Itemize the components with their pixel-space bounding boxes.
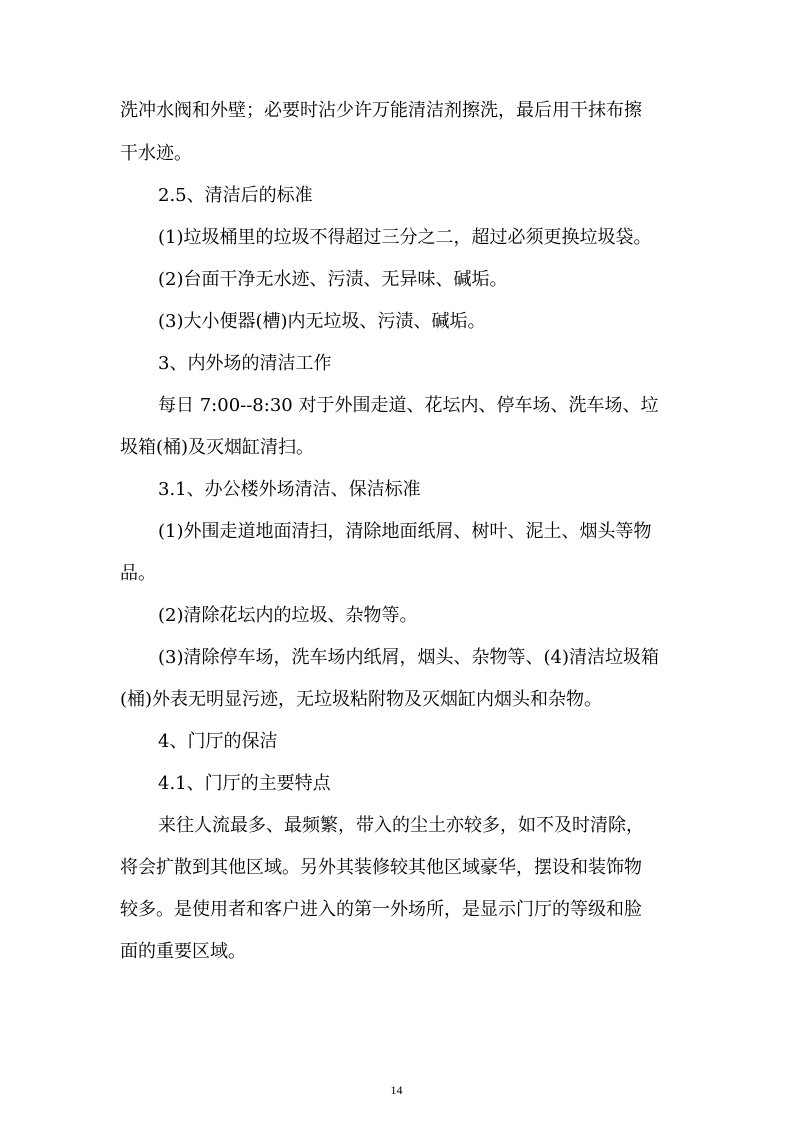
list-item: (3)清除停车场，洗车场内纸屑，烟头、杂物等、(4)清洁垃圾箱 xyxy=(158,647,659,668)
body-text-line: 圾箱(桶)及灭烟缸清扫。 xyxy=(120,437,315,458)
body-text-line: 较多。是使用者和客户进入的第一外场所，是显示门厅的等级和脸 xyxy=(120,899,642,920)
list-item: (1)垃圾桶里的垃圾不得超过三分之二，超过必须更换垃圾袋。 xyxy=(158,227,652,248)
list-item-continuation: 品。 xyxy=(120,563,156,584)
body-text-line: 每日 7:00--8:30 对于外围走道、花坛内、停车场、洗车场、垃 xyxy=(158,395,659,416)
section-heading: 2.5、清洁后的标准 xyxy=(158,185,313,206)
list-item: (3)大小便器(槽)内无垃圾、污渍、碱垢。 xyxy=(158,311,486,332)
section-heading: 3、内外场的清洁工作 xyxy=(158,353,332,374)
page-number: 14 xyxy=(390,1083,403,1097)
list-item: (2)台面干净无水迹、污渍、无异味、碱垢。 xyxy=(158,269,508,290)
list-item: (1)外围走道地面清扫，清除地面纸屑、树叶、泥土、烟头等物 xyxy=(158,521,652,542)
section-heading: 4、门厅的保洁 xyxy=(158,731,278,752)
list-item: (2)清除花坛内的垃圾、杂物等。 xyxy=(158,605,418,626)
section-heading: 4.1、门厅的主要特点 xyxy=(158,773,331,794)
body-text-line: 来往人流最多、最频繁，带入的尘土亦较多，如不及时清除， xyxy=(158,815,644,836)
section-heading: 3.1、办公楼外场清洁、保洁标准 xyxy=(158,479,421,500)
body-text-line: 将会扩散到其他区域。另外其装修较其他区域豪华，摆设和装饰物 xyxy=(120,857,642,878)
body-text-line: 面的重要区域。 xyxy=(120,941,246,962)
body-text-line: 洗冲水阀和外壁；必要时沾少许万能清洁剂擦洗，最后用干抹布擦 xyxy=(120,100,642,121)
body-text-line: 干水迹。 xyxy=(120,143,192,164)
list-item-continuation: (桶)外表无明显污迹，无垃圾粘附物及灭烟缸内烟头和杂物。 xyxy=(120,689,603,710)
